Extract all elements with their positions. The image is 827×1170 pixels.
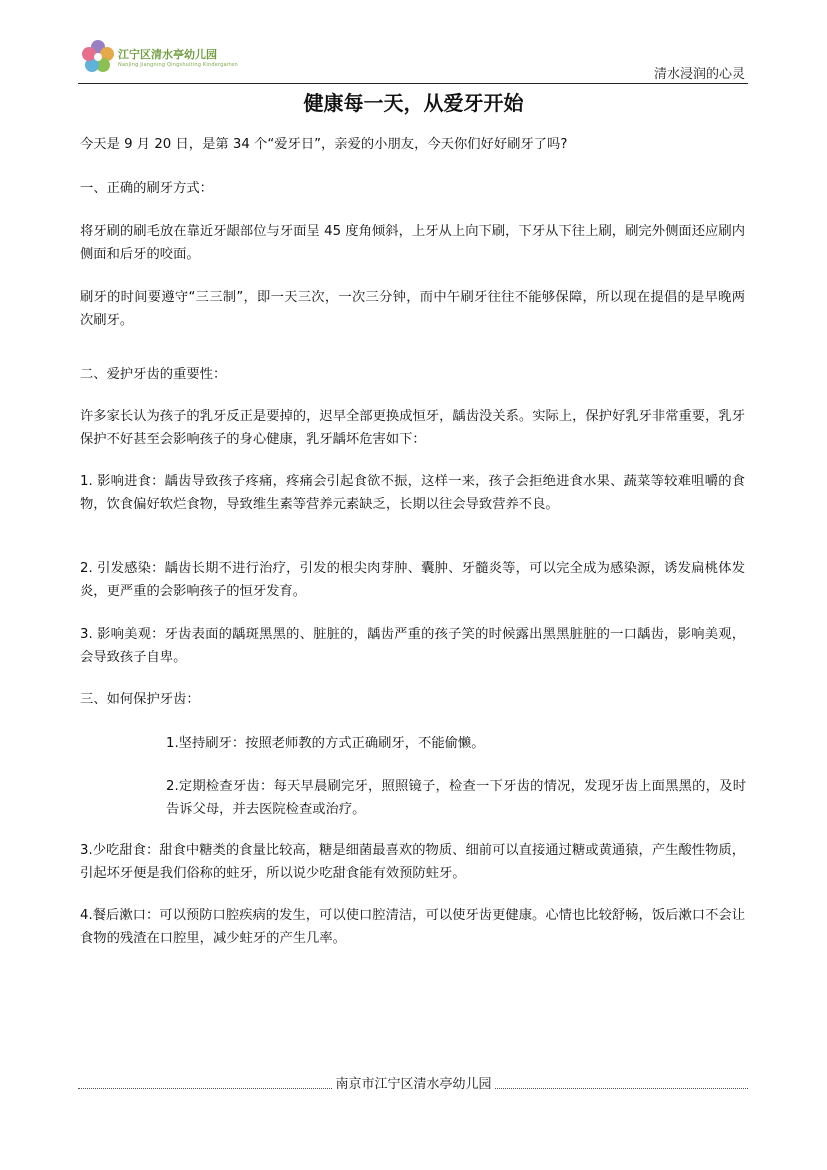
section2-item-3: 3. 影响美观：牙齿表面的龋斑黑黑的、脏脏的，龋齿严重的孩子笑的时候露出黑黑脏脏的一口龋齿，影响美观，会导致孩子自卑。 [80, 627, 745, 665]
section3-heading: 三、如何保护牙齿： [80, 692, 200, 707]
section1-heading: 一、正确的刷牙方式： [80, 181, 213, 196]
header-divider [78, 83, 748, 84]
section1-paragraph-1: 将牙刷的刷毛放在靠近牙龈部位与牙面呈 45 度角倾斜，上牙从上向下刷，下牙从下往上刷，刷完外侧面还应刷内侧面和后牙的咬面。 [80, 224, 745, 262]
section2-item-1: 1. 影响进食：龋齿导致孩子疼痛，疼痛会引起食欲不振，这样一来，孩子会拒绝进食水果、蔬菜等较难咀嚼的食物，饮食偏好软烂食物，导致维生素等营养元素缺乏，长期以往会导致营养不良。 [80, 474, 745, 512]
kindergarten-logo [80, 38, 250, 78]
intro-paragraph: 今天是 9 月 20 日，是第 34 个“爱牙日”，亲爱的小朋友，今天你们好好刷牙了吗? [80, 137, 568, 152]
page-footer [0, 1073, 827, 1092]
section2-paragraph: 许多家长认为孩子的乳牙反正是要掉的，迟早全部更换成恒牙，龋齿没关系。实际上，保护好乳牙非常重要，乳牙保护不好甚至会影响孩子的身心健康，乳牙龋坏危害如下： [80, 409, 745, 447]
header-motto: 清水浸润的心灵 [653, 67, 745, 82]
section2-item-2: 2. 引发感染：龋齿长期不进行治疗，引发的根尖肉芽肿、囊肿、牙髓炎等，可以完全成为感染源，诱发扁桃体发炎，更严重的会影响孩子的恒牙发育。 [80, 561, 745, 599]
logo-subtitle: Nanjing Jiangning Qingshuiting Kindergarten [118, 62, 238, 68]
section3-item-3: 3.少吃甜食：甜食中糖类的食量比较高，糖是细菌最喜欢的物质、细前可以直接通过糖或黄通猿，产生酸性物质，引起坏牙便是我们俗称的蛀牙，所以说少吃甜食能有效预防蛀牙。 [80, 843, 745, 881]
section2-heading: 二、爱护牙齿的重要性： [80, 367, 227, 382]
section3-item-1: 1.坚持刷牙：按照老师教的方式正确刷牙，不能偷懒。 [166, 736, 485, 751]
section3-item-4: 4.餐后漱口：可以预防口腔疾病的发生，可以使口腔清洁，可以使牙齿更健康。心情也比较舒畅，饭后漱口不会让食物的残渣在口腔里，减少蛀牙的产生几率。 [80, 908, 745, 946]
section3-item-2: 2.定期检查牙齿：每天早晨刷完牙，照照镜子，检查一下牙齿的情况，发现牙齿上面黑黑的，及时告诉父母，并去医院检查或治疗。 [166, 779, 746, 817]
logo-title: 江宁区清水亭幼儿园 [118, 48, 217, 61]
section1-paragraph-2: 刷牙的时间要遵守“三三制”，即一天三次，一次三分钟，而中午刷牙往往不能够保障，所以现在提倡的是早晚两次刷牙。 [80, 290, 745, 328]
page-title: 健康每一天，从爱牙开始 [303, 91, 524, 115]
footer-text: 南京市江宁区清水亭幼儿园 [335, 1077, 492, 1092]
flower-logo-icon [80, 38, 116, 74]
